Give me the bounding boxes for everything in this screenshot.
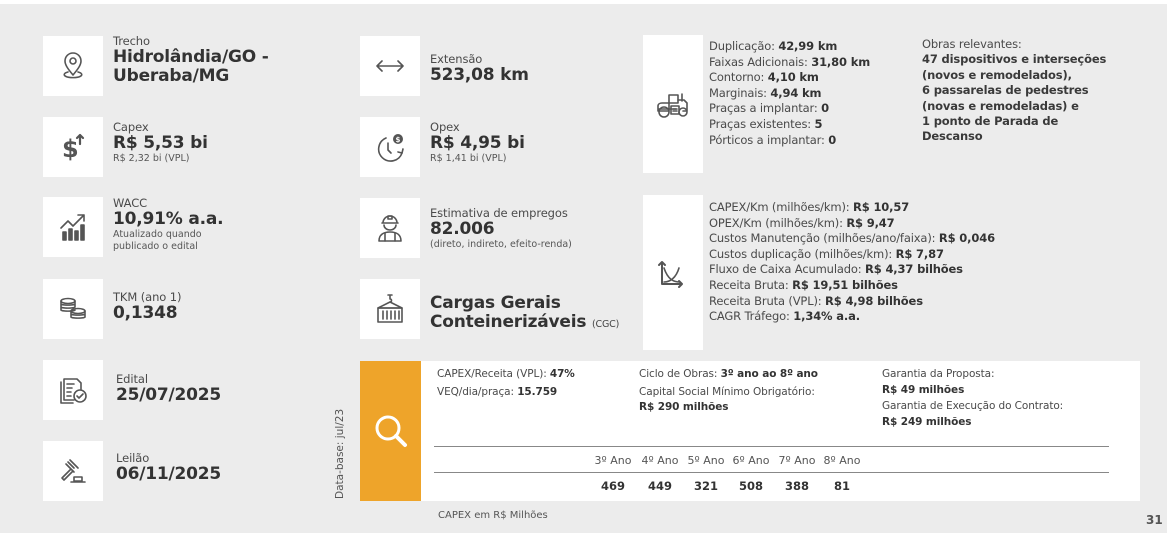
financeiro-item [709, 200, 995, 216]
extensao-value: 523,08 km [430, 65, 529, 85]
obras-relevantes-line: 6 passarelas de pedestres [922, 83, 1089, 98]
edital-icon-box [43, 360, 103, 420]
obras-item-label: Faixas Adicionais: [709, 54, 812, 69]
opex-value: R$ 4,95 bi [430, 133, 525, 153]
tkm-value: 0,1348 [113, 303, 178, 323]
worker-icon [373, 211, 407, 245]
trecho-value-2: Uberaba/MG [113, 66, 230, 86]
garantia-proposta-label: Garantia da Proposta: [882, 368, 995, 380]
capex-block [113, 120, 208, 165]
obras-item-value: 5 [814, 116, 823, 131]
empregos-icon-box [360, 198, 420, 258]
capex-year-value: 321 [693, 479, 718, 493]
obras-relevantes-title: Obras relevantes: [922, 37, 1022, 51]
edital-label: Edital [116, 372, 148, 386]
cargas-icon-box [360, 279, 420, 339]
obras-item-value: 0 [821, 101, 829, 116]
road-roller-icon [654, 85, 692, 123]
veq-value: 15.759 [517, 386, 558, 398]
tkm-icon-box [43, 279, 103, 339]
document-check-icon [56, 373, 90, 407]
trecho-block [113, 34, 269, 86]
financeiro-item-label: Custos Manutenção (milhões/ano/faixa): [709, 231, 939, 246]
year-header: 7º Ano [778, 454, 816, 467]
capex-year-value: 388 [784, 479, 809, 493]
financeiro-item-label: OPEX/Km (milhões/km): [709, 215, 847, 230]
obras-item-value: 42,99 km [778, 39, 838, 53]
leilao-block [116, 451, 221, 484]
financeiro-item-value: R$ 4,98 bilhões [825, 293, 923, 308]
financeiro-item-value: 1,34% a.a. [793, 309, 860, 324]
capex-year-value: 449 [647, 479, 672, 493]
capex-value: R$ 5,53 bi [113, 133, 208, 153]
financeiro-list [709, 200, 995, 325]
cargas-block [430, 294, 619, 334]
obras-item-value: 0 [828, 132, 837, 147]
obras-item-value: 4,10 km [767, 70, 819, 85]
tkm-label: TKM (ano 1) [113, 290, 182, 304]
financeiro-item [709, 216, 995, 232]
obras-item-label: Contorno: [709, 70, 768, 85]
obras-item [709, 39, 870, 55]
edital-block [116, 372, 221, 405]
obras-relevantes-line: Descanso [922, 129, 983, 144]
capex-icon-box [43, 117, 103, 177]
growth-chart-icon [56, 210, 90, 244]
capital-social-label: Capital Social Mínimo Obrigatório: [639, 386, 815, 398]
obras-item [709, 133, 870, 149]
cost-curve-icon [654, 254, 692, 292]
extensao-block [430, 52, 529, 85]
capex-receita [437, 367, 575, 382]
capex-receita-value: 47% [549, 368, 575, 380]
empregos-value: 82.006 [430, 219, 495, 239]
cargas-value-1: Cargas Gerais [430, 293, 561, 313]
obras-item [709, 101, 870, 117]
obras-item [709, 55, 870, 71]
capital-social-value: R$ 290 milhões [639, 401, 729, 413]
capex-year-value: 508 [738, 479, 763, 493]
wacc-sub-1: Atualizado quando [113, 229, 202, 240]
financeiro-icon-box [643, 195, 703, 350]
obras-item-value: 4,94 km [770, 85, 822, 100]
capex-label: Capex [113, 120, 149, 134]
obras-relevantes-line: (novos e remodelados), [922, 67, 1072, 82]
obras-relevantes [922, 37, 1106, 145]
financeiro-item-value: R$ 19,51 bilhões [792, 277, 898, 292]
slide [0, 4, 1167, 533]
financeiro-item-label: Custos duplicação (milhões/km): [709, 246, 896, 261]
leilao-icon-box [43, 441, 103, 501]
financeiro-item [709, 309, 995, 325]
double-arrow-icon [373, 49, 407, 83]
obras-item-label: Duplicação: [709, 39, 779, 53]
cargas-value-2: Conteinerizáveis [430, 312, 587, 332]
garantia-execucao-value: R$ 249 milhões [882, 416, 972, 428]
financeiro-item-label: Receita Bruta: [709, 277, 793, 292]
obras-item-label: Marginais: [709, 85, 771, 100]
year-header: 4º Ano [641, 454, 679, 467]
wacc-sub-2: publicado o edital [113, 241, 198, 252]
coins-icon [56, 292, 90, 326]
extensao-label: Extensão [430, 52, 483, 66]
year-header: 8º Ano [823, 454, 861, 467]
leilao-label: Leilão [116, 451, 150, 465]
cargas-suffix: (CGC) [592, 319, 620, 330]
financeiro-item-label: CAPEX/Km (milhões/km): [709, 200, 854, 214]
clock-dollar-icon [373, 130, 407, 164]
financeiro-item-value: R$ 10,57 [853, 200, 910, 214]
divider-top [434, 446, 1109, 447]
ciclo-value: 3º ano ao 8º ano [720, 368, 818, 380]
svg-text:$: $ [62, 135, 79, 163]
page-number: 31 [1146, 513, 1163, 527]
container-icon [373, 292, 407, 326]
trecho-value-1: Hidrolândia/GO - [113, 47, 269, 67]
financeiro-item-value: R$ 0,046 [938, 231, 995, 246]
year-header: 3º Ano [594, 454, 632, 467]
year-header: 5º Ano [687, 454, 725, 467]
gavel-icon [56, 454, 90, 488]
opex-sub: R$ 1,41 bi (VPL) [430, 153, 507, 164]
financeiro-item-label: CAGR Tráfego: [709, 309, 794, 324]
veq-label: VEQ/dia/praça: [437, 386, 518, 398]
opex-block [430, 120, 525, 165]
opex-label: Opex [430, 120, 460, 134]
obras-item-label: Pórticos a implantar: [709, 132, 829, 147]
wacc-icon-box [43, 197, 103, 257]
tkm-block [113, 290, 181, 323]
obras-item [709, 117, 870, 133]
search-panel [360, 361, 421, 501]
empregos-label: Estimativa de empregos [430, 206, 568, 220]
obras-item-label: Praças existentes: [709, 116, 815, 131]
data-base-label: Data-base: jul/23 [334, 408, 346, 499]
obras-item [709, 86, 870, 102]
wacc-value: 10,91% a.a. [113, 209, 224, 229]
extensao-icon-box [360, 36, 420, 96]
capex-sub: R$ 2,32 bi (VPL) [113, 153, 190, 164]
financeiro-item-label: Receita Bruta (VPL): [709, 293, 826, 308]
garantia-proposta-value: R$ 49 milhões [882, 384, 965, 396]
financeiro-item-value: R$ 9,47 [846, 215, 895, 230]
year-header: 6º Ano [732, 454, 770, 467]
map-pin-icon [56, 49, 90, 83]
obras-item [709, 70, 870, 86]
obras-item-label: Praças a implantar: [709, 101, 822, 116]
financeiro-item [709, 278, 995, 294]
capex-receita-label: CAPEX/Receita (VPL): [437, 368, 550, 380]
financeiro-item [709, 231, 995, 247]
financeiro-item [709, 294, 995, 310]
capex-year-value: 469 [600, 479, 625, 493]
magnifier-icon [371, 411, 411, 451]
ciclo-label: Ciclo de Obras: [639, 368, 721, 380]
cargas-value-2-row [430, 313, 619, 334]
info-panel [421, 361, 1140, 501]
dollar-up-icon [56, 130, 90, 164]
obras-list [709, 39, 870, 148]
obras-relevantes-line: 1 ponto de Parada de [922, 114, 1059, 129]
wacc-block [113, 196, 223, 253]
financeiro-item-value: R$ 7,87 [895, 246, 944, 261]
trecho-label: Trecho [113, 34, 150, 48]
wacc-label: WACC [113, 196, 148, 210]
trecho-icon-box [43, 36, 103, 96]
leilao-value: 06/11/2025 [116, 464, 222, 484]
obras-icon-box [643, 35, 703, 173]
garantia-execucao-label: Garantia de Execução do Contrato: [882, 400, 1064, 412]
obras-item-value: 31,80 km [811, 54, 871, 69]
empregos-sub: (direto, indireto, efeito-renda) [430, 239, 572, 250]
financeiro-item [709, 262, 995, 278]
svg-text:$: $ [395, 136, 401, 144]
financeiro-item-value: R$ 4,37 bilhões [865, 262, 963, 277]
divider-bottom [434, 472, 1109, 473]
obras-relevantes-line: (novas e remodeladas) e [922, 98, 1079, 113]
edital-value: 25/07/2025 [116, 385, 222, 405]
empregos-block [430, 206, 572, 251]
veq [437, 385, 557, 400]
ciclo-obras [639, 367, 818, 382]
financeiro-item-label: Fluxo de Caixa Acumulado: [709, 262, 866, 277]
capex-year-value: 81 [833, 479, 850, 493]
financeiro-item [709, 247, 995, 263]
obras-relevantes-line: 47 dispositivos e interseções [922, 52, 1107, 67]
opex-icon-box [360, 117, 420, 177]
capex-caption: CAPEX em R$ Milhões [438, 510, 548, 521]
